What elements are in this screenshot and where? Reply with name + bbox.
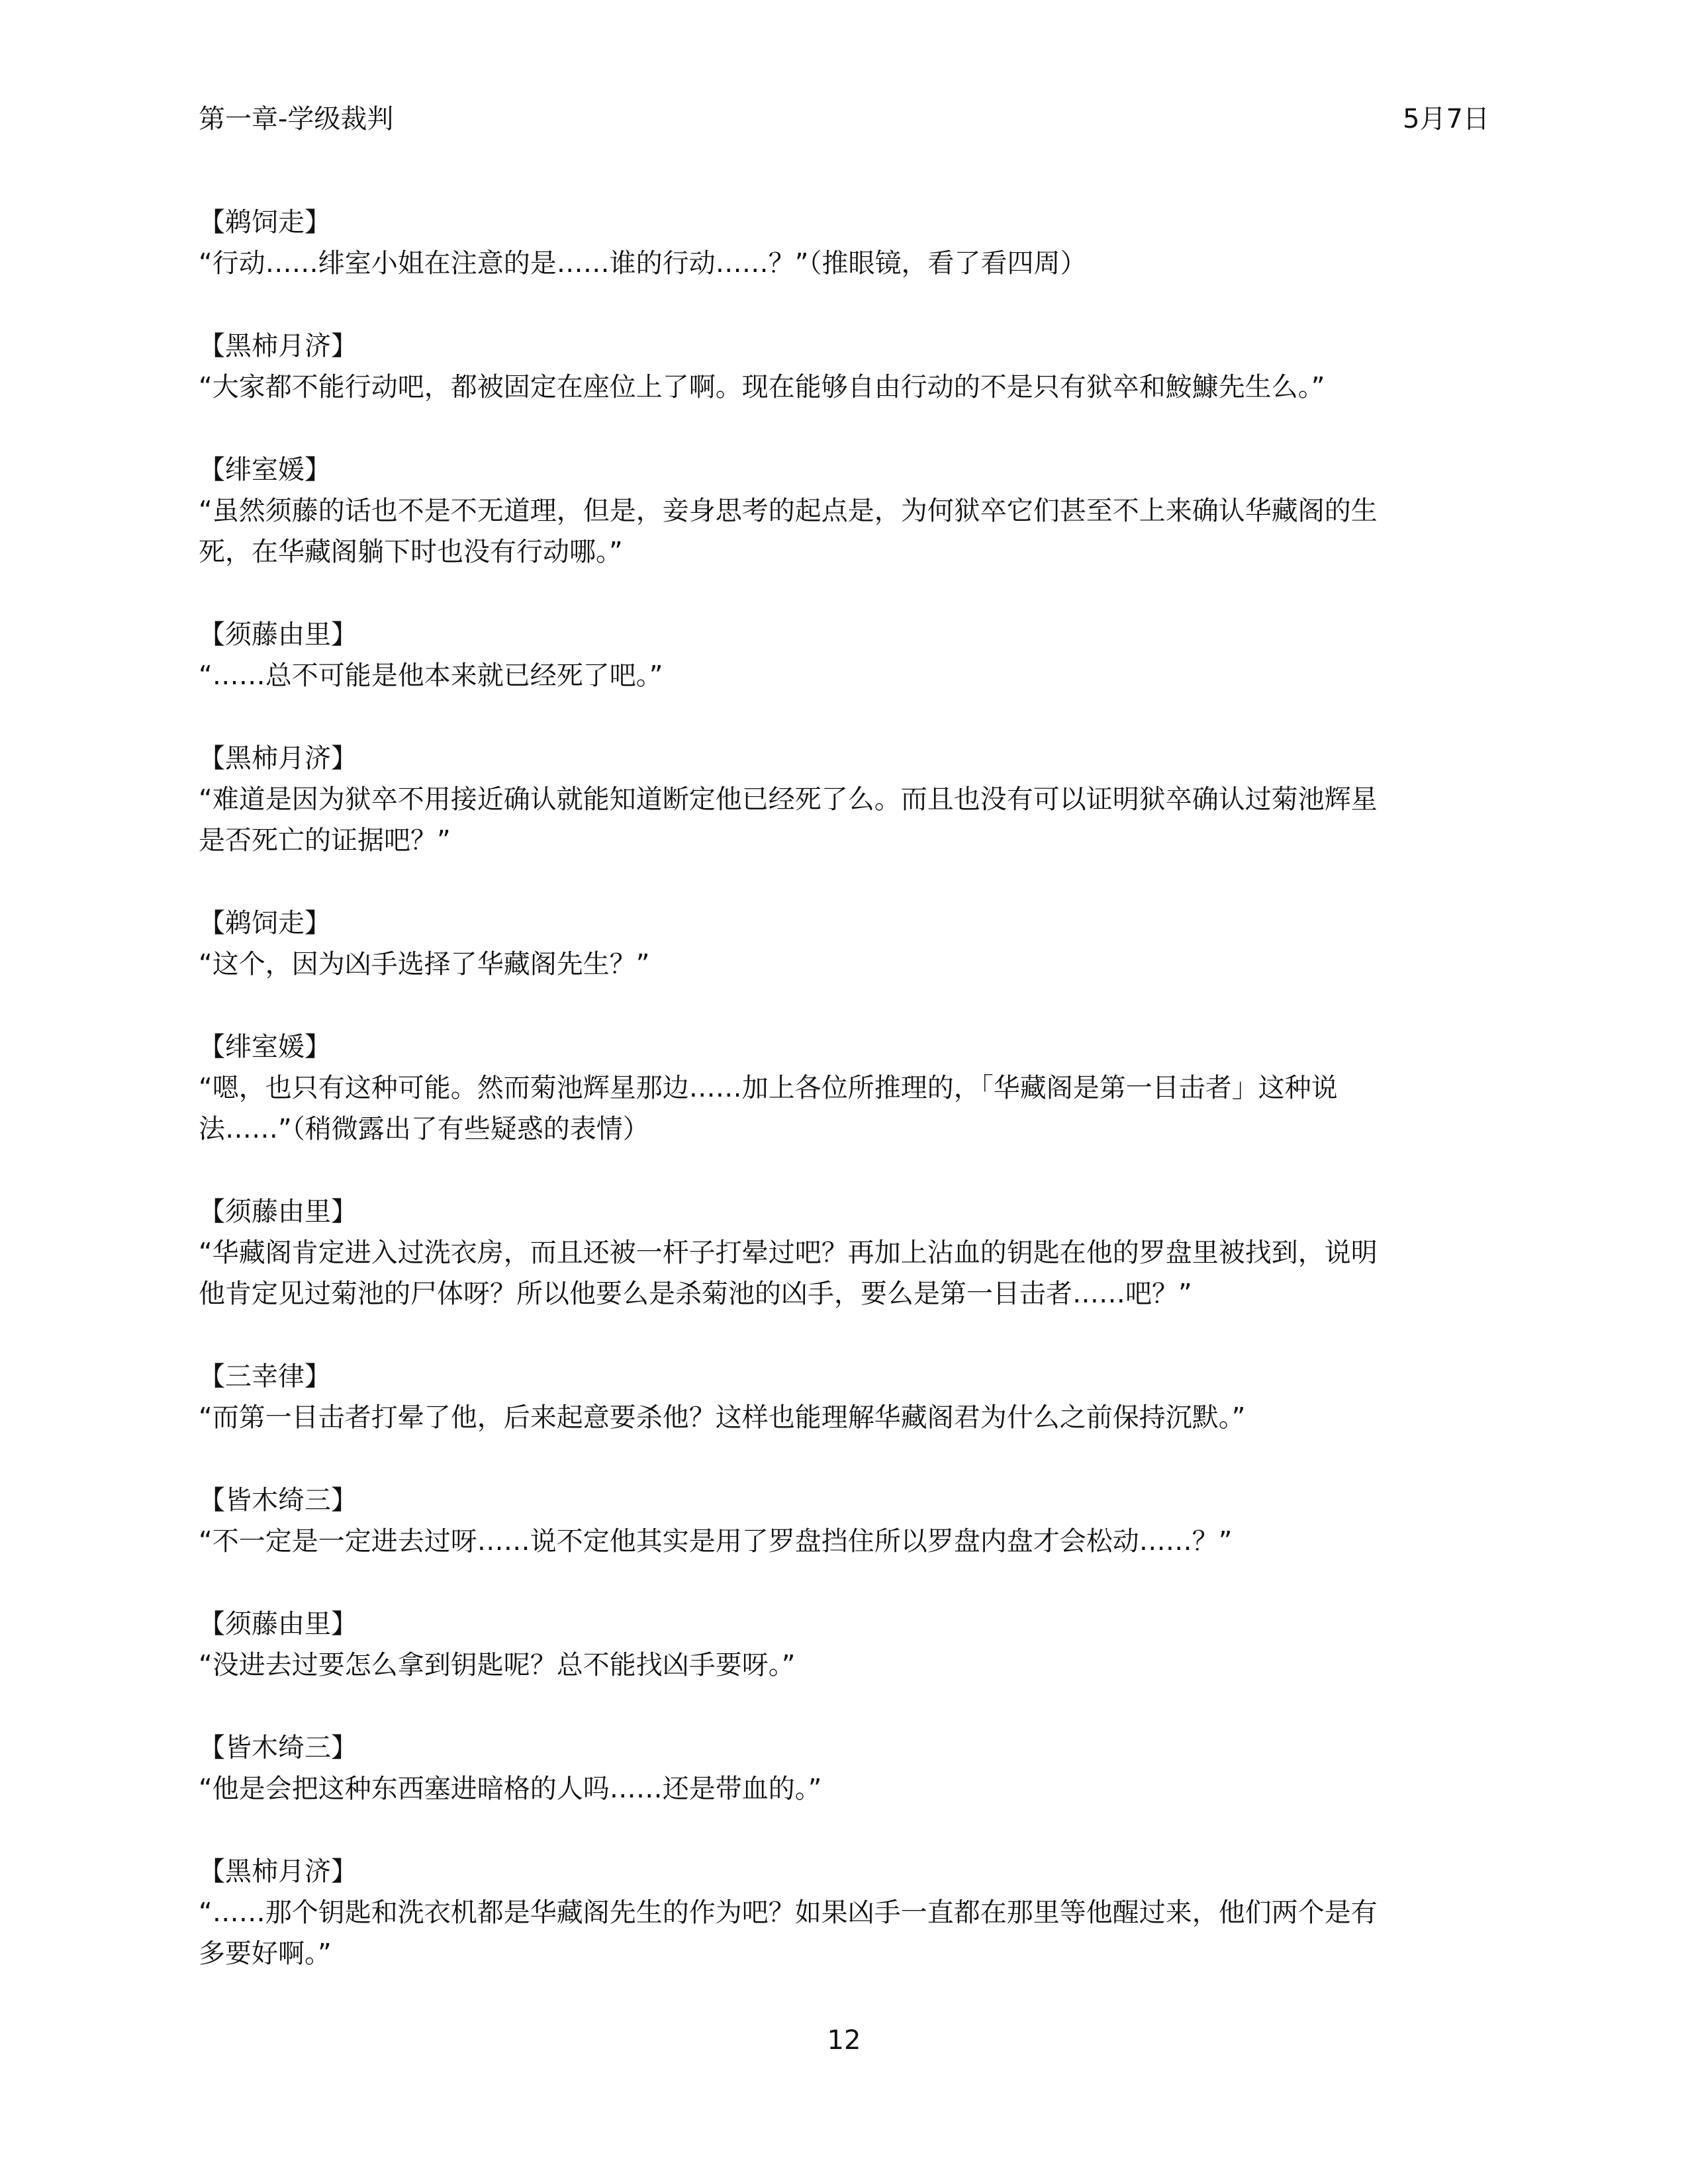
speaker-name: 【皆木绮三】 (199, 1733, 357, 1763)
dialogue-line: “这个，因为凶手选择了华藏阁先生？” (199, 949, 650, 979)
speaker-name: 【黑柿月济】 (199, 1856, 357, 1887)
dialogue-entry (199, 326, 1489, 408)
dialogue-line: “行动……绯室小姐在注意的是……谁的行动……？”（推眼镜，看了看四周） (199, 248, 1087, 279)
dialogue-entry (199, 738, 1489, 861)
dialogue-entry (199, 1604, 1489, 1686)
dialogue-line: “难道是因为狱卒不用接近确认就能知道断定他已经死了么。而且也没有可以证明狱卒确认过菊池辉星 (199, 784, 1378, 815)
header-date: 5月7日 (1403, 104, 1489, 134)
dialogue-line: 多要好啊。” (199, 1938, 332, 1969)
dialogue-line: “不一定是一定进去过呀……说不定他其实是用了罗盘挡住所以罗盘内盘才会松动……？” (199, 1526, 1233, 1557)
dialogue-entry (199, 1480, 1489, 1562)
page-header (199, 99, 1489, 139)
dialogue-content (199, 202, 1489, 2016)
speaker-name: 【绯室媛】 (199, 1032, 331, 1062)
dialogue-entry (199, 1851, 1489, 1974)
speaker-name: 【须藤由里】 (199, 1609, 357, 1639)
dialogue-entry (199, 1356, 1489, 1438)
dialogue-line: 是否死亡的证据吧？” (199, 825, 451, 856)
speaker-name: 【鹈饲走】 (199, 908, 331, 938)
page-number: 12 (827, 2025, 861, 2056)
speaker-name: 【鹈饲走】 (199, 207, 331, 238)
speaker-name: 【须藤由里】 (199, 1197, 357, 1227)
speaker-name: 【黑柿月济】 (199, 331, 357, 361)
dialogue-line: “……总不可能是他本来就已经死了吧。” (199, 660, 663, 691)
speaker-name: 【绯室媛】 (199, 455, 331, 485)
speaker-name: 【须藤由里】 (199, 619, 357, 650)
dialogue-line: “而第一目击者打晕了他，后来起意要杀他？这样也能理解华藏阁君为什么之前保持沉默。” (199, 1402, 1246, 1433)
dialogue-entry (199, 449, 1489, 572)
dialogue-line: “没进去过要怎么拿到钥匙呢？总不能找凶手要呀。” (199, 1650, 796, 1680)
dialogue-entry (199, 202, 1489, 284)
dialogue-line: “……那个钥匙和洗衣机都是华藏阁先生的作为吧？如果凶手一直都在那里等他醒过来，他们两个是有 (199, 1897, 1378, 1928)
dialogue-entry (199, 903, 1489, 985)
dialogue-line: 法……”（稍微露出了有些疑惑的表情） (199, 1114, 649, 1144)
dialogue-entry (199, 1191, 1489, 1314)
dialogue-line: “他是会把这种东西塞进暗格的人吗……还是带血的。” (199, 1774, 822, 1804)
speaker-name: 【三幸律】 (199, 1361, 331, 1392)
chapter-title: 第一章-学级裁判 (199, 104, 394, 134)
dialogue-entry (199, 1026, 1489, 1150)
dialogue-line: “嗯，也只有这种可能。然而菊池辉星那边……加上各位所推理的，「华藏阁是第一目击者」这种说 (199, 1073, 1338, 1103)
speaker-name: 【黑柿月济】 (199, 743, 357, 774)
dialogue-line: “大家都不能行动吧，都被固定在座位上了啊。现在能够自由行动的不是只有狱卒和鮟鱇先生么。” (199, 372, 1325, 402)
dialogue-entry (199, 1727, 1489, 1809)
dialogue-line: “虽然须藤的话也不是不无道理，但是，妾身思考的起点是，为何狱卒它们甚至不上来确认华藏阁的生 (199, 496, 1378, 526)
speaker-name: 【皆木绮三】 (199, 1485, 357, 1516)
dialogue-entry (199, 614, 1489, 696)
dialogue-line: “华藏阁肯定进入过洗衣房，而且还被一杆子打晕过吧？再加上沾血的钥匙在他的罗盘里被找到，说明 (199, 1238, 1378, 1268)
dialogue-line: 死，在华藏阁躺下时也没有行动哪。” (199, 537, 623, 567)
dialogue-line: 他肯定见过菊池的尸体呀？所以他要么是杀菊池的凶手，要么是第一目击者……吧？” (199, 1279, 1192, 1309)
